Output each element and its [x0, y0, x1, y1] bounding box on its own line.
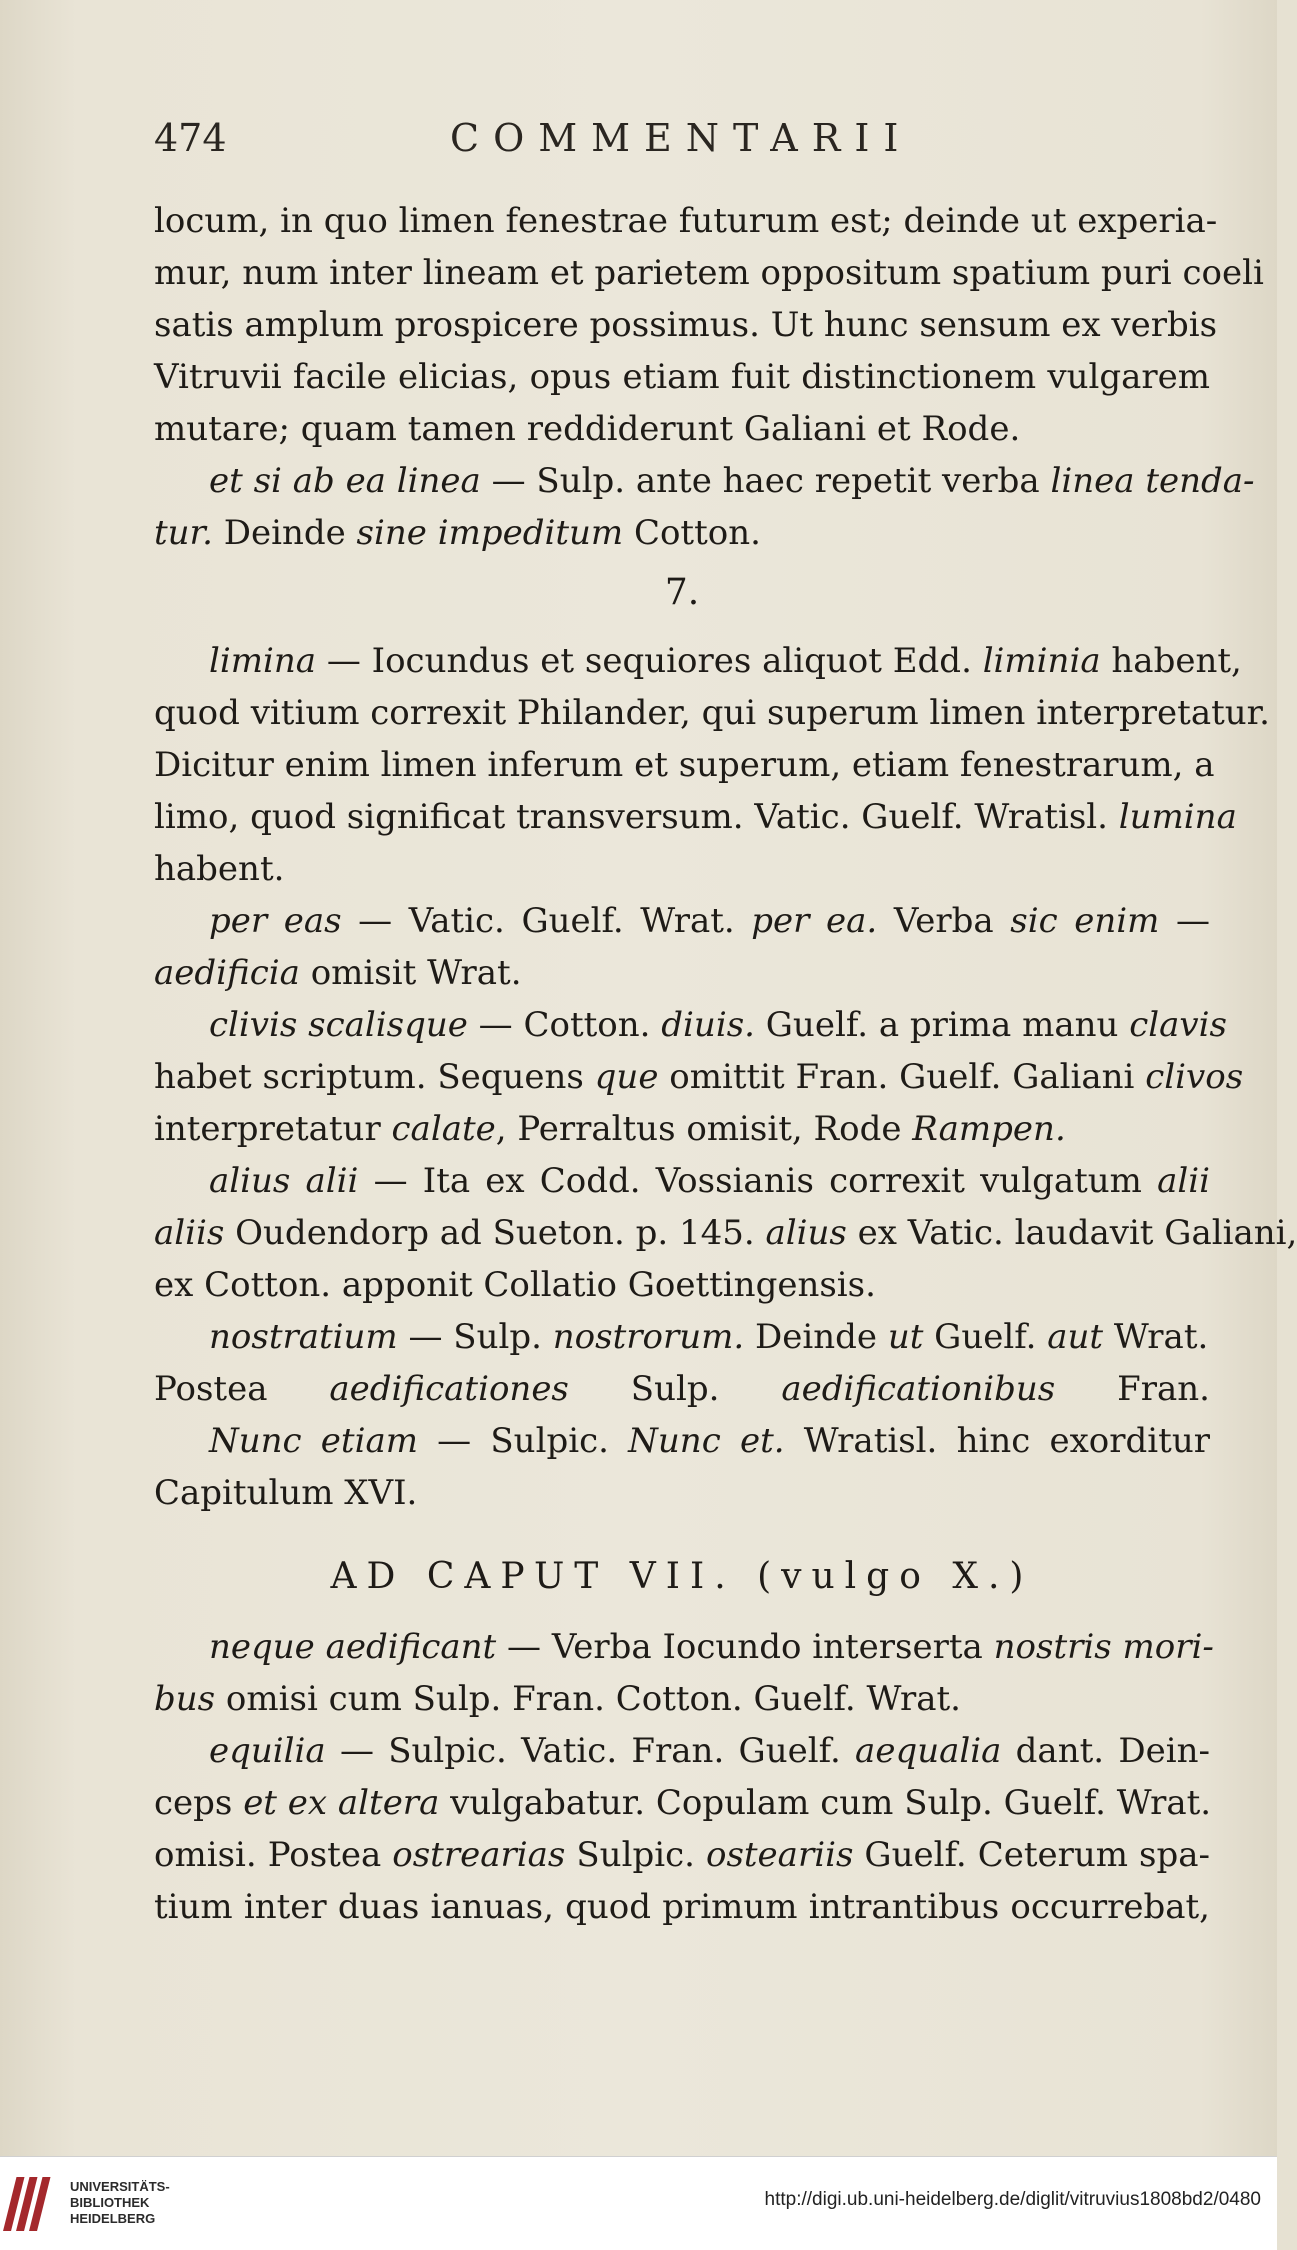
text-line — [154, 1363, 1210, 1415]
italic-lemma: bus — [154, 1679, 216, 1719]
text-segment: habent. — [154, 849, 285, 889]
text-segment: Deinde — [744, 1317, 888, 1357]
text-line — [154, 507, 1210, 559]
text-line — [154, 1467, 1210, 1519]
italic-lemma: osteariis — [705, 1835, 854, 1875]
italic-lemma: Nunc etiam — [209, 1421, 418, 1461]
text-line — [154, 1829, 1210, 1881]
text-segment: dant. Dein- — [1001, 1731, 1210, 1771]
text-segment: mutare; quam tamen reddiderunt Galiani et Rode. — [154, 409, 1021, 449]
italic-lemma: equilia — [209, 1731, 326, 1771]
text-line — [154, 1051, 1244, 1103]
text-segment: omisi. Postea — [154, 1835, 393, 1875]
italic-lemma: linea tenda- — [1050, 461, 1255, 501]
text-line — [209, 635, 1242, 687]
italic-lemma: nostrorum. — [552, 1317, 745, 1357]
text-line — [154, 1881, 1210, 1933]
text-line — [154, 1673, 1210, 1725]
page-number: 474 — [154, 116, 227, 160]
library-name-line: HEIDELBERG — [70, 2211, 156, 2226]
text-segment: habet scriptum. Sequens — [154, 1057, 595, 1097]
text-line — [154, 1103, 1210, 1155]
italic-lemma: aedificationibus — [781, 1369, 1056, 1409]
italic-lemma: clavis — [1129, 1005, 1227, 1045]
text-segment: — — [1159, 901, 1210, 941]
italic-lemma: alius alii — [209, 1161, 359, 1201]
italic-lemma: aliis — [154, 1213, 225, 1253]
italic-lemma: aedificia — [154, 953, 300, 993]
text-segment: Oudendorp ad Sueton. p. 145. — [224, 1213, 766, 1253]
text-segment: limo, quod significat transversum. Vatic. Guelf. Wratisl. — [154, 797, 1119, 837]
text-segment: interpretatur — [154, 1109, 392, 1149]
library-name-line: BIBLIOTHEK — [70, 2195, 150, 2210]
text-line — [154, 351, 1210, 403]
text-segment: omisit Wrat. — [299, 953, 522, 993]
italic-lemma: alius — [765, 1213, 847, 1253]
text-segment: , Perraltus omisit, Rode — [495, 1109, 913, 1149]
text-line — [209, 1725, 1210, 1777]
italic-lemma: limina — [209, 641, 317, 681]
text-line — [209, 999, 1227, 1051]
italic-lemma: per eas — [209, 901, 342, 941]
italic-lemma: ostrearias — [392, 1835, 566, 1875]
text-segment: omittit Fran. Guelf. Galiani — [658, 1057, 1146, 1097]
italic-lemma: clivis scalisque — [209, 1005, 468, 1045]
italic-lemma: aedificationes — [329, 1369, 569, 1409]
italic-lemma: que — [594, 1057, 659, 1097]
italic-lemma: nostratium — [209, 1317, 398, 1357]
text-segment: Wratisl. hinc exorditur — [784, 1421, 1210, 1461]
italic-lemma: nostris mori- — [993, 1627, 1214, 1667]
text-segment: Guelf. Ceterum spa- — [853, 1835, 1211, 1875]
text-segment: — Iocundus et sequiores aliquot Edd. — [316, 641, 983, 681]
text-segment: — Vatic. Guelf. Wrat. — [341, 901, 752, 941]
text-segment: ex Vatic. laudavit Galiani, — [846, 1213, 1297, 1253]
text-segment: — Verba Iocundo interserta — [496, 1627, 994, 1667]
permalink-url[interactable]: http://digi.ub.uni-heidelberg.de/diglit/vitruvius1808bd2/0480 — [764, 2189, 1261, 2210]
library-logo-icon — [16, 2171, 54, 2237]
italic-lemma: Rampen. — [912, 1109, 1066, 1149]
text-segment: — Sulp. — [397, 1317, 553, 1357]
text-line — [209, 1311, 1210, 1363]
italic-lemma: tur. — [154, 513, 213, 553]
text-line — [209, 1155, 1210, 1207]
text-line — [154, 195, 1218, 247]
text-segment: satis amplum prospicere possimus. Ut hunc sensum ex verbis — [154, 305, 1218, 345]
italic-lemma: alii — [1157, 1161, 1210, 1201]
text-line — [154, 739, 1215, 791]
italic-lemma: et si ab ea linea — [209, 461, 481, 501]
text-line — [154, 299, 1218, 351]
text-line — [154, 947, 1210, 999]
text-segment: Capitulum XVI. — [154, 1473, 418, 1513]
text-segment: ceps — [154, 1783, 244, 1823]
text-segment: mur, num inter lineam et parietem oppositum spatium puri coeli — [154, 253, 1264, 293]
italic-lemma: clivos — [1145, 1057, 1244, 1097]
text-line — [154, 687, 1270, 739]
italic-lemma: sine impeditum — [356, 513, 624, 553]
italic-lemma: per ea. — [751, 901, 878, 941]
italic-lemma: ut — [887, 1317, 924, 1357]
text-line — [154, 247, 1264, 299]
italic-lemma: sic enim — [1010, 901, 1160, 941]
text-segment: Fran. — [1055, 1369, 1210, 1409]
text-segment: Cotton. — [623, 513, 761, 553]
text-segment: habent, — [1100, 641, 1242, 681]
text-line — [209, 895, 1210, 947]
text-line — [154, 1259, 1210, 1311]
text-line — [154, 403, 1210, 455]
text-segment: quod vitium correxit Philander, qui superum limen interpretatur. — [154, 693, 1270, 733]
page-header — [0, 112, 1277, 172]
text-line — [209, 455, 1255, 507]
text-segment: Deinde — [212, 513, 357, 553]
italic-lemma: et ex altera — [243, 1783, 440, 1823]
text-segment: Guelf. — [923, 1317, 1048, 1357]
italic-lemma: neque aedificant — [209, 1627, 497, 1667]
text-line — [154, 1777, 1210, 1829]
text-line — [154, 791, 1237, 843]
text-segment: ex Cotton. apponit Collatio Goettingensis. — [154, 1265, 876, 1305]
text-segment: Guelf. a prima manu — [754, 1005, 1130, 1045]
italic-lemma: lumina — [1118, 797, 1237, 837]
text-segment: locum, in quo limen fenestrae futurum est; deinde ut experia- — [154, 201, 1218, 241]
text-line — [154, 1207, 1297, 1259]
text-segment: Wrat. — [1103, 1317, 1209, 1357]
italic-lemma: aequalia — [855, 1731, 1002, 1771]
text-segment: — Sulpic. Vatic. Fran. Guelf. — [325, 1731, 856, 1771]
library-name — [70, 2179, 170, 2227]
italic-lemma: aut — [1047, 1317, 1104, 1357]
text-line — [209, 1415, 1210, 1467]
italic-lemma: Nunc et. — [628, 1421, 785, 1461]
text-segment: Sulpic. — [565, 1835, 706, 1875]
text-segment: — Ita ex Codd. Vossianis correxit vulgatum — [358, 1161, 1158, 1201]
italic-lemma: calate — [391, 1109, 496, 1149]
text-segment: — Cotton. — [467, 1005, 662, 1045]
italic-lemma: diuis. — [661, 1005, 755, 1045]
text-segment: omisi cum Sulp. Fran. Cotton. Guelf. Wrat. — [215, 1679, 961, 1719]
text-segment: vulgabatur. Copulam cum Sulp. Guelf. Wrat. — [439, 1783, 1212, 1823]
text-segment: tium inter duas ianuas, quod primum intrantibus occurrebat, — [154, 1887, 1210, 1927]
italic-lemma: liminia — [982, 641, 1101, 681]
text-line — [209, 1621, 1214, 1673]
text-segment: — Sulp. ante haec repetit verba — [480, 461, 1051, 501]
digitization-footer — [0, 2156, 1277, 2250]
text-segment: — Sulpic. — [417, 1421, 629, 1461]
text-segment: Sulp. — [568, 1369, 782, 1409]
chapter-heading: AD CAPUT VII. (vulgo X.) — [330, 1556, 1034, 1597]
text-segment: Postea — [154, 1369, 330, 1409]
text-line — [154, 843, 1210, 895]
running-head: COMMENTARII — [450, 116, 913, 160]
text-segment: Vitruvii facile elicias, opus etiam fuit distinctionem vulgarem — [154, 357, 1210, 397]
section-number: 7. — [664, 572, 700, 613]
text-segment: Verba — [877, 901, 1011, 941]
text-segment: Dicitur enim limen inferum et superum, etiam fenestrarum, a — [154, 745, 1215, 785]
library-name-line: UNIVERSITÄTS- — [70, 2179, 170, 2194]
